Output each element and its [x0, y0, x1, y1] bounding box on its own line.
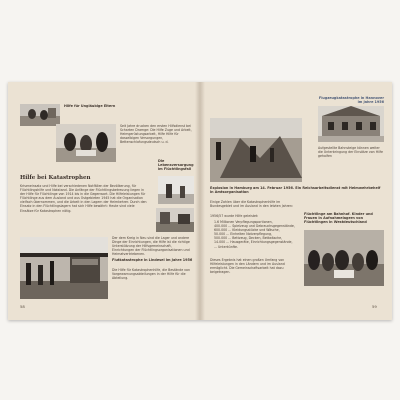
caption-middle-right: Aufgestellte Bahnsteige können weiter die Unterbringung der Einsätze von Hilfe geholfen	[318, 146, 383, 159]
left-page	[8, 82, 200, 320]
photo-station	[20, 237, 108, 299]
list-item: 1.6 Millionen Verpflegungsportionen,	[214, 220, 273, 224]
supply-list	[214, 220, 300, 249]
list-item: 50.000 ... Einheiten Notverpflegung,	[214, 232, 273, 237]
photo-helpers	[56, 124, 116, 162]
right-body-text: Einige Zahlen über die Katastrophenhilfe im Bundesgebiet und im Ausland in den letzten Jahren:	[210, 200, 293, 209]
photo-rubble	[210, 118, 302, 182]
caption-top: Hilfe für Ungläubige Eltern	[64, 104, 116, 108]
photo-building	[318, 106, 384, 142]
list-item: 14.000 ... Hausgeräte, Einrichtungsgegenstände,	[214, 240, 293, 245]
book-gutter	[195, 82, 205, 320]
photo-rescue-workers	[20, 104, 60, 126]
caption-wide: Explosion in Hamburg am 14. Februar 1956. Ein Reichsarbeitsdienst mit Heimwehrbehelf in Amtsorganisation	[210, 186, 381, 195]
list-item: 400.000 ... Spielzeug und Gebrauchsgegenstände,	[214, 224, 295, 229]
page-number-right: 59	[372, 304, 377, 309]
caption-bottom-right: Der dem Kreig in Neu sind die Lager und andere Dinge der Einrichtungen, die Hilfe ist die richtige Unterstützung der Hilfsgemeinschaft, Einrichtungen der Flüchtlingsorganisationen und Heimatvertriebenen.	[112, 236, 190, 257]
right-bottom-text: Dieses Ergebnis hat einen großen Umfang von Hilfeleistungen in den Ländern und im Ausland ermöglicht. Die Gemeinschaftsarbeit hat dazu beigetragen.	[210, 258, 285, 275]
body-text: Kriseneinsatz und Hilfe bei verschiedenen Notfällen der Bevölkerung, für Flüchtlingshilfe und Notstand. Die Anfänge der Flüchtlingsbetreuung liegen in der Hilfe für Flüchtlinge von 1914 bis in die Gegenwart. Die Hilfeleistungen für Flüchtlinge aus dem Ausland und aus Ostgebieten 1945 hat die Organisation vielfach übernommen, und die Arbeit in den Lagern der Heimkehrer. Durch den Einsatz in den Flüchtlingslagern hat sich Hilfe bewährt: Heute sind viele Einsätze für Katastrophen nötig.	[20, 184, 147, 213]
section-heading: Hilfe bei Katastrophen	[20, 175, 91, 181]
body-text-2: Die Hilfe für Katastrophenhilfe, die Bestände von Vorgewarnungsabteilungen in der Hilfe für die Abteilung.	[112, 268, 191, 281]
caption-right: Die Lebensversorgung im Flüchtlingsfall	[158, 159, 194, 172]
list-item: 500.000 ... Bettzeug, Decken, Bettwäsche,	[214, 236, 283, 241]
photo-snow-scene	[158, 176, 194, 204]
list-item: ... Unterkünfte.	[214, 244, 239, 249]
book-spread	[8, 82, 392, 320]
right-page	[200, 82, 392, 320]
list-intro: 1956/57 wurde Hilfe geleistet:	[210, 214, 259, 218]
caption-top-right: Flugzeugkatastrophe in Hannover im Jahre 1956	[318, 96, 384, 105]
photo-refugees	[304, 230, 384, 286]
photo-flood	[156, 208, 194, 232]
caption-photo-bottom: Flüchtlinge am Bahnhof. Kinder und Frauen in Aufnahmelagern von Flüchtlingen in Westdeutschland	[304, 212, 373, 225]
list-item: 600.000 ... Kleidungsstücke und Wäsche,	[214, 228, 280, 233]
page-number-left: 58	[20, 304, 25, 309]
caption-middle: Seit Jahre drucken den ersten Hilfsdienst bei Scharten Dramge: Die Hilfe Zuge und Arbeit, Heimgerüstungsarbeit, Hilfe Hilfe für dasselbigen Versorgungen, Bettenschlafungsdeutsch u. d.	[120, 124, 192, 145]
caption-lower-right: Flutkatastrophe in Lindesel im Jahre 1956	[112, 258, 193, 262]
